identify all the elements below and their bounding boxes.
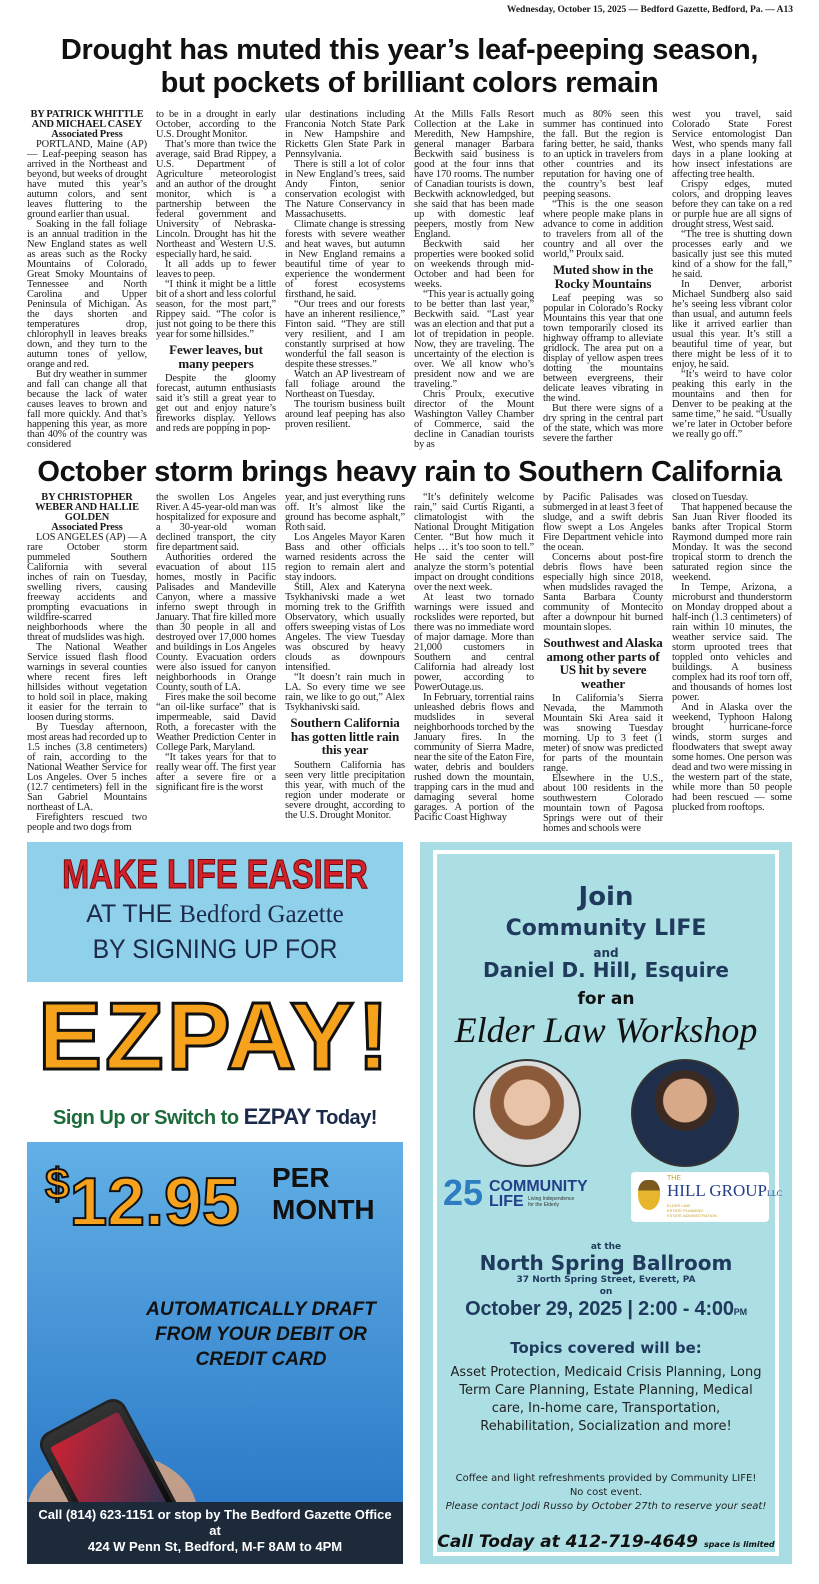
ad-address: 37 North Spring Street, Everett, PA bbox=[516, 1275, 696, 1285]
article-column bbox=[414, 110, 534, 450]
month: MONTH bbox=[272, 1194, 375, 1225]
article-column bbox=[285, 493, 405, 834]
paragraph: ular destinations including Franconia Notch State Park in New Hampshire and Ricketts Glen State Park in Pennsylvania. bbox=[285, 109, 405, 160]
article-column bbox=[672, 110, 792, 450]
ad-footer bbox=[27, 1502, 403, 1564]
signup-brand: EZPAY bbox=[243, 1104, 311, 1129]
ad-join: Join bbox=[578, 882, 634, 912]
paragraph: much as 80% seen this summer has continued into the fall. But the region is faring better, he said, thanks to an uptick in travelers from other countries and its reputation for having one of the country’s best leaf peeping seasons. bbox=[543, 109, 663, 200]
ad-refreshments bbox=[441, 1472, 771, 1514]
paragraph: Watch an AP livestream of fall foliage around the Northeast on Tuesday. bbox=[285, 369, 405, 400]
footer-line: 424 W Penn St, Bedford, M-F 8AM to 4PM bbox=[87, 1539, 343, 1554]
signup-text: Sign Up or Switch to bbox=[53, 1107, 239, 1129]
ad-venue: North Spring Ballroom bbox=[479, 1251, 733, 1275]
paragraph: At the Mills Falls Resort Collection at the Lake in Meredith, New Hampshire, general manager Barbara Beckwith said business is good at the four inns that have 170 rooms. The number of Canadian tourists is down, Beckwith acknowledged, but she said that has been made up with domestic leaf peepers, mostly from New England. bbox=[414, 109, 534, 240]
paragraph: Still, Alex and Kateryna Tsykhanivski made a wet morning trek to the Griffith Observatory, which usually offers sweeping vistas of Los Angeles. The view Tuesday was obscured by heavy clouds as downpours intensified. bbox=[285, 582, 405, 673]
paragraph: year, and just everything runs off. It’s almost like the ground has become asphalt,” Roth said. bbox=[285, 492, 405, 533]
paragraph: Elsewhere in the U.S., about 100 residents in the southwestern Colorado mountain town of Pagosa Springs were out of their homes and schools were bbox=[543, 773, 663, 834]
article-column bbox=[27, 110, 147, 450]
paragraph: Despite the gloomy forecast, autumn enthusiasts said it’s still a great year to get out and enjoy nature’s fireworks display. Yellows and reds are popping in pop- bbox=[156, 373, 276, 434]
acorn-icon bbox=[638, 1180, 660, 1210]
story2-body bbox=[27, 493, 792, 834]
paragraph: to be in a drought in early October, according to the U.S. Drought Monitor. bbox=[156, 109, 276, 140]
ad-date bbox=[437, 1298, 775, 1321]
logo-text: LLC bbox=[766, 1189, 783, 1198]
paragraph: At least two tornado warnings were issued and rockslides were reported, but there was no immediate word of major damage. More than 21,000 customers in Southern and central California had already lost power, according to PowerOutage.us. bbox=[414, 592, 534, 693]
subheading: Muted show in the Rocky Mountains bbox=[552, 262, 654, 291]
byline: Associated Press bbox=[51, 129, 123, 140]
paragraph: Chris Proulx, executive director of the Mount Washington Valley Chamber of Commerce, said the decline in Canadian tourists by as bbox=[414, 389, 534, 450]
paragraph: Fires make the soil become “an oil-like surface” that is impermeable, said David Roth, a forecaster with the Weather Prediction Center in College Park, Maryland. bbox=[156, 692, 276, 753]
ad-topics-title: Topics covered will be: bbox=[510, 1339, 702, 1357]
byline: BY CHRISTOPHER WEBER AND HALLIE GOLDEN bbox=[35, 492, 139, 523]
signup-today: Today! bbox=[315, 1107, 377, 1129]
paragraph: Leaf peeping was so popular in Colorado’s Rocky Mountains this year that one town temporarily closed its highway offramp to alleviate gridlock. The area put on a display of yellow aspen trees dotting the mountains between evergreens, their delicate leaves vibrating in the wind. bbox=[543, 293, 663, 404]
ad-at-the: AT THE bbox=[86, 900, 173, 928]
article-column bbox=[414, 493, 534, 834]
article-column bbox=[27, 493, 147, 834]
article-column bbox=[156, 493, 276, 834]
logo-sub: ELDER LAW bbox=[667, 1203, 690, 1208]
refresh-line: Please contact Jodi Russo by October 27th to reserve your seat! bbox=[445, 1501, 767, 1512]
community-life-logo bbox=[489, 1179, 625, 1209]
paragraph: “It’s weird to have color peaking this early in the mountains and then for Denver to be peaking at the same time,” he said. “Usually we’re later in October before we really go off.” bbox=[672, 369, 792, 440]
story1-body bbox=[27, 110, 792, 450]
paragraph: Authorities ordered the evacuation of about 115 homes, mostly in Pacific Palisades and Mandeville Canyon, where a massive inferno swept through in January. That fire killed more than 30 people in all and destroyed over 17,000 homes and buildings in Los Angeles County. Evacuation orders were also issued for canyon neighborhoods in Orange County, south of LA. bbox=[156, 552, 276, 693]
ad-price bbox=[45, 1160, 240, 1241]
ad-signup bbox=[27, 1104, 403, 1130]
date-text: October 29, 2025 | 2:00 - 4:00 bbox=[465, 1298, 734, 1320]
subheading: Southwest and Alaska among other parts of US hit by severe weather bbox=[543, 635, 663, 691]
paragraph: In California’s Sierra Nevada, the Mammoth Mountain Ski Area said it was snowing Tuesday morning. Up to 3 feet (1 meter) of snow was predicted for parts of the mountain range. bbox=[543, 693, 663, 774]
paragraph: Southern California has seen very little precipitation this year, with much of the region under moderate or severe drought, according to the U.S. Drought Monitor. bbox=[285, 759, 405, 821]
presenter-photo bbox=[631, 1059, 739, 1167]
paragraph: “This is the one season where people make plans in advance to come in addition to travelers from all of the country and all over the world,” Proulx said. bbox=[543, 199, 663, 260]
logo-sub: ESTATE PLANNING bbox=[667, 1208, 704, 1213]
currency: $ bbox=[45, 1160, 70, 1209]
ad-and: and bbox=[593, 946, 619, 960]
price-value: 12.95 bbox=[69, 1164, 240, 1240]
logo-text: HILL GROUP bbox=[667, 1181, 767, 1200]
paragraph: That’s more than twice the average, said Brad Rippey, a U.S. Department of Agriculture meteorologist and an author of the drought monitor, which is a partnership between the federal government and University of Nebraska-Lincoln. Drought has hit the Northeast and Western U.S. especially hard, he said. bbox=[156, 139, 276, 260]
ad-for-an: for an bbox=[577, 989, 635, 1009]
paragraph: Los Angeles Mayor Karen Bass and other officials warned residents across the region to remain alert and stay indoors. bbox=[285, 532, 405, 583]
byline: Associated Press bbox=[51, 522, 123, 533]
presenter-photo bbox=[473, 1059, 581, 1167]
paragraph: Beckwith said her properties were booked solid on weekends through mid-October and had been for weeks. bbox=[414, 239, 534, 290]
elder-law-workshop-ad bbox=[420, 842, 792, 1564]
paragraph: closed on Tuesday. bbox=[672, 492, 749, 503]
ad-call bbox=[437, 1532, 775, 1552]
ad-auto-draft: AUTOMATICALLY DRAFT FROM YOUR DEBIT OR CREDIT CARD bbox=[146, 1299, 376, 1370]
paragraph: In February, torrential rains unleashed debris flows and mudslides in several neighborhoods torched by the January fires. In the community of Sierra Madre, near the site of the Eaton Fire, water, debris and boulders rushed down the mountain, trapping cars in the mud and damaging several home garages. A portion of the Pacific Coast Highway bbox=[414, 692, 534, 823]
paragraph: “It doesn’t rain much in LA. So every time we see rain, we like to go out,” Alex Tsykhanivski said. bbox=[285, 672, 405, 713]
call-text: Call Today at 412-719-4649 bbox=[437, 1532, 699, 1552]
anniversary-logo: 25 bbox=[443, 1172, 484, 1213]
ezpay-logo: EZPAY! bbox=[27, 982, 403, 1092]
ad-paper-name: Bedford Gazette bbox=[179, 901, 344, 928]
paragraph: “Our trees and our forests have an inherent resilience,” Finton said. “They are still very resilient, and I am constantly surprised at how wonderful the fall season is despite these stresses.” bbox=[285, 299, 405, 370]
article-column bbox=[672, 493, 792, 834]
paragraph: By Tuesday afternoon, most areas had recorded up to 1.5 inches (3.8 centimeters) of rain, according to the National Weather Service for Los Angeles. Over 5 inches (12.7 centimeters) fell in the San Gabriel Mountains northeast of LA. bbox=[27, 722, 147, 813]
ad-at-the: at the bbox=[590, 1242, 622, 1252]
paragraph: The National Weather Service issued flash flood warnings in several counties where recent fires left hillsides without vegetation to hold soil in place, making it easier for the terrain to loosen during storms. bbox=[27, 642, 147, 723]
paragraph: In Tempe, Arizona, a microburst and thunderstorm on Monday dropped about a half-inch (1.3 centimeters) of rain within 10 minutes, the weather service said. The storm uprooted trees that toppled onto vehicles and buildings. A business complex had its roof torn off, and thousands of homes lost power. bbox=[672, 582, 792, 703]
ad-per-month bbox=[272, 1162, 375, 1226]
ad-subline bbox=[27, 900, 403, 929]
byline: BY PATRICK WHITTLE AND MICHAEL CASEY bbox=[30, 109, 144, 130]
per: PER bbox=[272, 1162, 330, 1193]
ad-lawyer: Daniel D. Hill, Esquire bbox=[482, 958, 729, 982]
paragraph: “This year is actually going to be better than last year,” Beckwith said. “Last year was an election and that put a lot of trepidation in people. Now, they are traveling. The uncertainty of the election is over. We all know who’s president now and we are traveling.” bbox=[414, 289, 534, 390]
paragraph: PORTLAND, Maine (AP) — Leaf-peeping season has arrived in the Northeast and beyond, but weeks of drought have muted this year’s autumn colors, and sent leaves fluttering to the ground earlier than usual. bbox=[27, 139, 147, 220]
paragraph: It all adds up to fewer leaves to peep. bbox=[156, 259, 276, 280]
paragraph: Concerns about post-fire debris flows have been especially high since 2018, when mudslides ravaged the Santa Barbara County community of Montecito after a downpour hit burned mountain slopes. bbox=[543, 552, 663, 633]
paragraph: “It’s definitely welcome rain,” said Curtis Riganti, a climatologist with the National Drought Mitigation Center. “But how much it helps … it’s too soon to tell.” He said the center will analyze the storm’s potential impact on drought conditions over the next week. bbox=[414, 492, 534, 593]
pm: PM bbox=[733, 1307, 747, 1317]
paragraph: west you travel, said Colorado State Forest Service entomologist Dan West, who spends many fall days in a plane looking at how insect infestations are affecting tree health. bbox=[672, 109, 792, 180]
paragraph: But dry weather in summer and fall can change all that because the lack of water causes leaves to brown and fall more quickly. And that’s happening this year, as more than 40% of the country was considered bbox=[27, 369, 147, 450]
paragraph: And in Alaska over the weekend, Typhoon Halong brought hurricane-force winds, storm surges and floodwaters that swept away some homes. One person was dead and two were missing in the western part of the state, while more than 50 people had been rescued — some plucked from rooftops. bbox=[672, 702, 792, 813]
paragraph: the swollen Los Angeles River. A 45-year-old man was hospitalized for exposure and a 30-year-old woman declined transport, the city fire department said. bbox=[156, 492, 276, 553]
headline-line: Drought has muted this year’s leaf-peeping season, bbox=[60, 34, 759, 66]
subheading: Fewer leaves, but many peepers bbox=[169, 342, 263, 371]
refresh-line: No cost event. bbox=[569, 1487, 643, 1498]
paragraph: Soaking in the fall foliage is an annual tradition in the New England states as well as areas such as the Rocky Mountains of Colorado, Great Smoky Mountains of Tennessee and North Carolina and Upper Peninsula of Michigan. As the days shorten and temperatures drop, chlorophyll in leaves breaks down, and they turn to the autumn tones of yellow, orange and red. bbox=[27, 219, 147, 370]
ad-line3: BY SIGNING UP FOR bbox=[92, 934, 338, 964]
paragraph: But there were signs of a dry spring in the central part of the state, which was more severe the farther bbox=[543, 403, 663, 444]
article-column bbox=[543, 110, 663, 450]
page-folio: Wednesday, October 15, 2025 — Bedford Gazette, Bedford, Pa. — A13 bbox=[506, 5, 793, 15]
ad-org: Community LIFE bbox=[505, 916, 707, 941]
logo-text: LIFE bbox=[489, 1193, 524, 1210]
paragraph: In Denver, arborist Michael Sundberg also said he’s seeing less vibrant color than usual, and autumn feels like it arrived earlier than usual this year. It’s still a beautiful time of year, but there might be less of it to enjoy, he said. bbox=[672, 279, 792, 370]
logo-text: THE bbox=[667, 1175, 681, 1182]
paragraph: There is still a lot of color in New England’s trees, said Andy Finton, senior conservation ecologist with The Nature Conservancy in Massachusetts. bbox=[285, 159, 405, 220]
refresh-line: Coffee and light refreshments provided by Community LIFE! bbox=[455, 1473, 757, 1484]
article-column bbox=[285, 110, 405, 450]
paragraph: Firefighters rescued two people and two dogs from bbox=[27, 812, 147, 833]
ad-headline: MAKE LIFE EASIER bbox=[62, 851, 368, 897]
limited-text: space is limited bbox=[703, 1540, 775, 1549]
paragraph: by Pacific Palisades was submerged in at least 3 feet of sludge, and a swift debris flow swept a Los Angeles Fire Department vehicle into the ocean. bbox=[543, 492, 663, 553]
ad-on: on bbox=[599, 1287, 613, 1297]
paragraph: “The tree is shutting down processes early and we basically just see this muted kind of a show for the fall,” he said. bbox=[672, 229, 792, 280]
ad-topics: Asset Protection, Medicaid Crisis Planning, Long Term Care Planning, Estate Planning, Medical care, In-home care, Transportation, Rehabilitation, Socialization and more! bbox=[450, 1365, 762, 1434]
paragraph: LOS ANGELES (AP) — A rare October storm pummeled Southern California with several inches of rain on Tuesday, swelling rivers, causing freeway accidents and prompting evacuations in wildfire-scarred neighborhoods where the threat of mudslides was high. bbox=[27, 532, 147, 643]
headline-line: but pockets of brilliant colors remain bbox=[160, 67, 659, 99]
article-column bbox=[543, 493, 663, 834]
logo-tagline: Living Independence for the Elderly bbox=[528, 1195, 575, 1208]
paragraph: Crispy edges, muted colors, and dropping leaves before they can take on a red or purple hue are all signs of drought stress, West said. bbox=[672, 179, 792, 230]
ad-event-title: Elder Law Workshop bbox=[454, 1010, 758, 1050]
footer-line: Call (814) 623-1151 or stop by The Bedford Gazette Office at bbox=[38, 1507, 392, 1538]
article-column bbox=[156, 110, 276, 450]
paragraph: The tourism business built around leaf peeping has also proven resilient. bbox=[285, 399, 405, 430]
paragraph: “It takes years for that to really wear off. The first year after a severe fire or a significant fire is the worst bbox=[156, 752, 276, 793]
logo-sub: ESTATE ADMINISTRATION bbox=[667, 1213, 717, 1218]
paragraph: That happened because the San Juan River flooded its banks after Tropical Storm Raymond dumped more rain Monday. It was the second tropical storm to drench the saturated region since the weekend. bbox=[672, 502, 792, 583]
logo-text: COMMUNITY bbox=[489, 1178, 588, 1195]
paragraph: “I think it might be a little bit of a short and less colorful season, for the most part,” Rippey said. “The color is just not going to be there this year for some hillsides.” bbox=[156, 279, 276, 340]
hill-group-logo bbox=[631, 1172, 783, 1222]
subheading: Southern California has gotten little rain this year bbox=[290, 715, 400, 757]
paragraph: Climate change is stressing forests with severe weather and heat waves, but autumn in New England remains a beautiful time of year to experience the wonderment of forest ecosystems firsthand, he said. bbox=[285, 219, 405, 300]
story1-headline bbox=[10, 34, 809, 100]
ezpay-ad bbox=[27, 842, 403, 1564]
story2-headline: October storm brings heavy rain to Southern California bbox=[37, 456, 782, 488]
